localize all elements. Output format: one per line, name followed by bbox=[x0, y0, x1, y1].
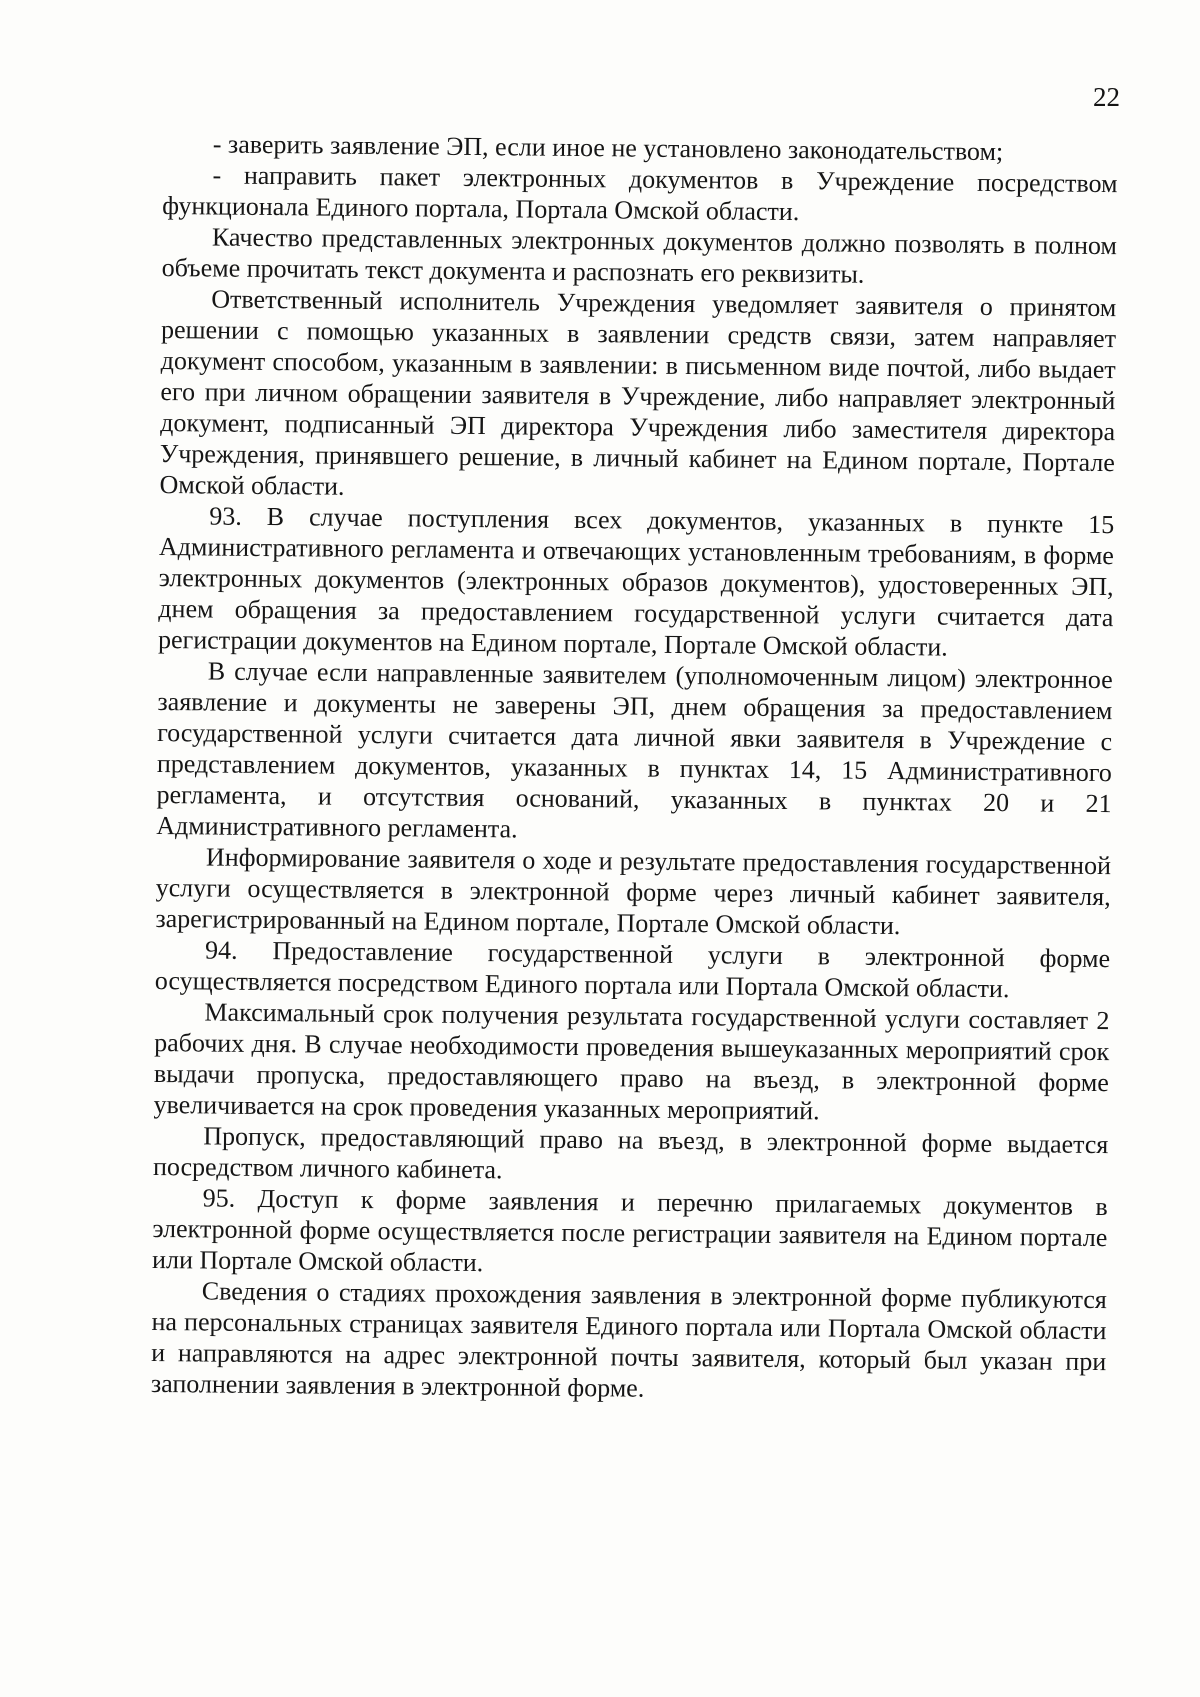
paragraph-status-information: Сведения о стадиях прохождения заявления в электронной форме публикуются на персональных страницах заявителя Единого портала или Портала Омской области и направляются на адрес электронной почты заявителя, который был указан при заполнении заявления в электронной форме. bbox=[150, 1276, 1107, 1403]
paragraph-item-94: 94. Предоставление государственной услуги в электронной форме осуществляется посредством Единого портала или Портала Омской области. bbox=[154, 935, 1111, 1004]
page-number: 22 bbox=[1093, 82, 1120, 112]
paragraph-certify-signature: - заверить заявление ЭП, если иное не установлено законодательством; bbox=[212, 129, 1004, 167]
document-body bbox=[151, 128, 1118, 1408]
paragraph-item-93: 93. В случае поступления всех документов, указанных в пункте 15 Административного регламента и отвечающих установленным требованиям, в форме электронных документов (электронных образов документов), удостоверенных ЭП, днем обращения за предоставлением государственной услуги считается дата регистрации документов на Едином портале, Портале Омской области. bbox=[157, 501, 1115, 662]
paragraph-maximum-term: Максимальный срок получения результата государственной услуги составляет 2 рабочих дня. В случае необходимости проведения вышеуказанных мероприятий срок выдачи пропуска, предоставляющего право на въезд, в электронной форме увеличивается на срок проведения указанных мероприятий. bbox=[153, 997, 1110, 1126]
paragraph-unsigned-application: В случае если направленные заявителем (уполномоченным лицом) электронное заявление и документы не заверены ЭП, днем обращения за предоставлением государственной услуги считается дата личной явки заявителя в Учреждение с представлением документов, указанных в пунктах 14, 15 Административного регламента, и отсутствия оснований, указанных в пунктах 20 и 21 Административного регламента. bbox=[156, 656, 1113, 844]
paragraph-pass-issuance: Пропуск, предоставляющий право на въезд, в электронной форме выдается посредством личного кабинета. bbox=[152, 1121, 1109, 1185]
paragraph-informing-applicant: Информирование заявителя о ходе и результате предоставления государственной услуги осуществляется в электронной форме через личный кабинет заявителя, зарегистрированный на Едином портале, Портале Омской области. bbox=[155, 842, 1112, 941]
paragraph-item-95: 95. Доступ к форме заявления и перечню прилагаемых документов в электронной форме осуществляется после регистрации заявителя на Едином портале или Портале Омской области. bbox=[151, 1183, 1108, 1278]
paragraph-document-quality: Качество представленных электронных документов должно позволять в полном объеме прочитать текст документа и распознать его реквизиты. bbox=[161, 222, 1118, 289]
paragraph-send-package: - направить пакет электронных документов в Учреждение посредством функционала Единого портала, Портала Омской области. bbox=[162, 160, 1118, 227]
paragraph-responsible-executor: Ответственный исполнитель Учреждения уведомляет заявителя о принятом решении с помощью указанных в заявлении средств связи, затем направляет документ способом, указанным в заявлении: в письменном виде почтой, либо выдает его при личном обращении заявителя в Учреждение, либо направляет электронный документ, подписанный ЭП директора Учреждения либо заместителя директора Учреждения, принявшего решение, в личный кабинет на Едином портале, Портале Омской области. bbox=[159, 284, 1117, 501]
